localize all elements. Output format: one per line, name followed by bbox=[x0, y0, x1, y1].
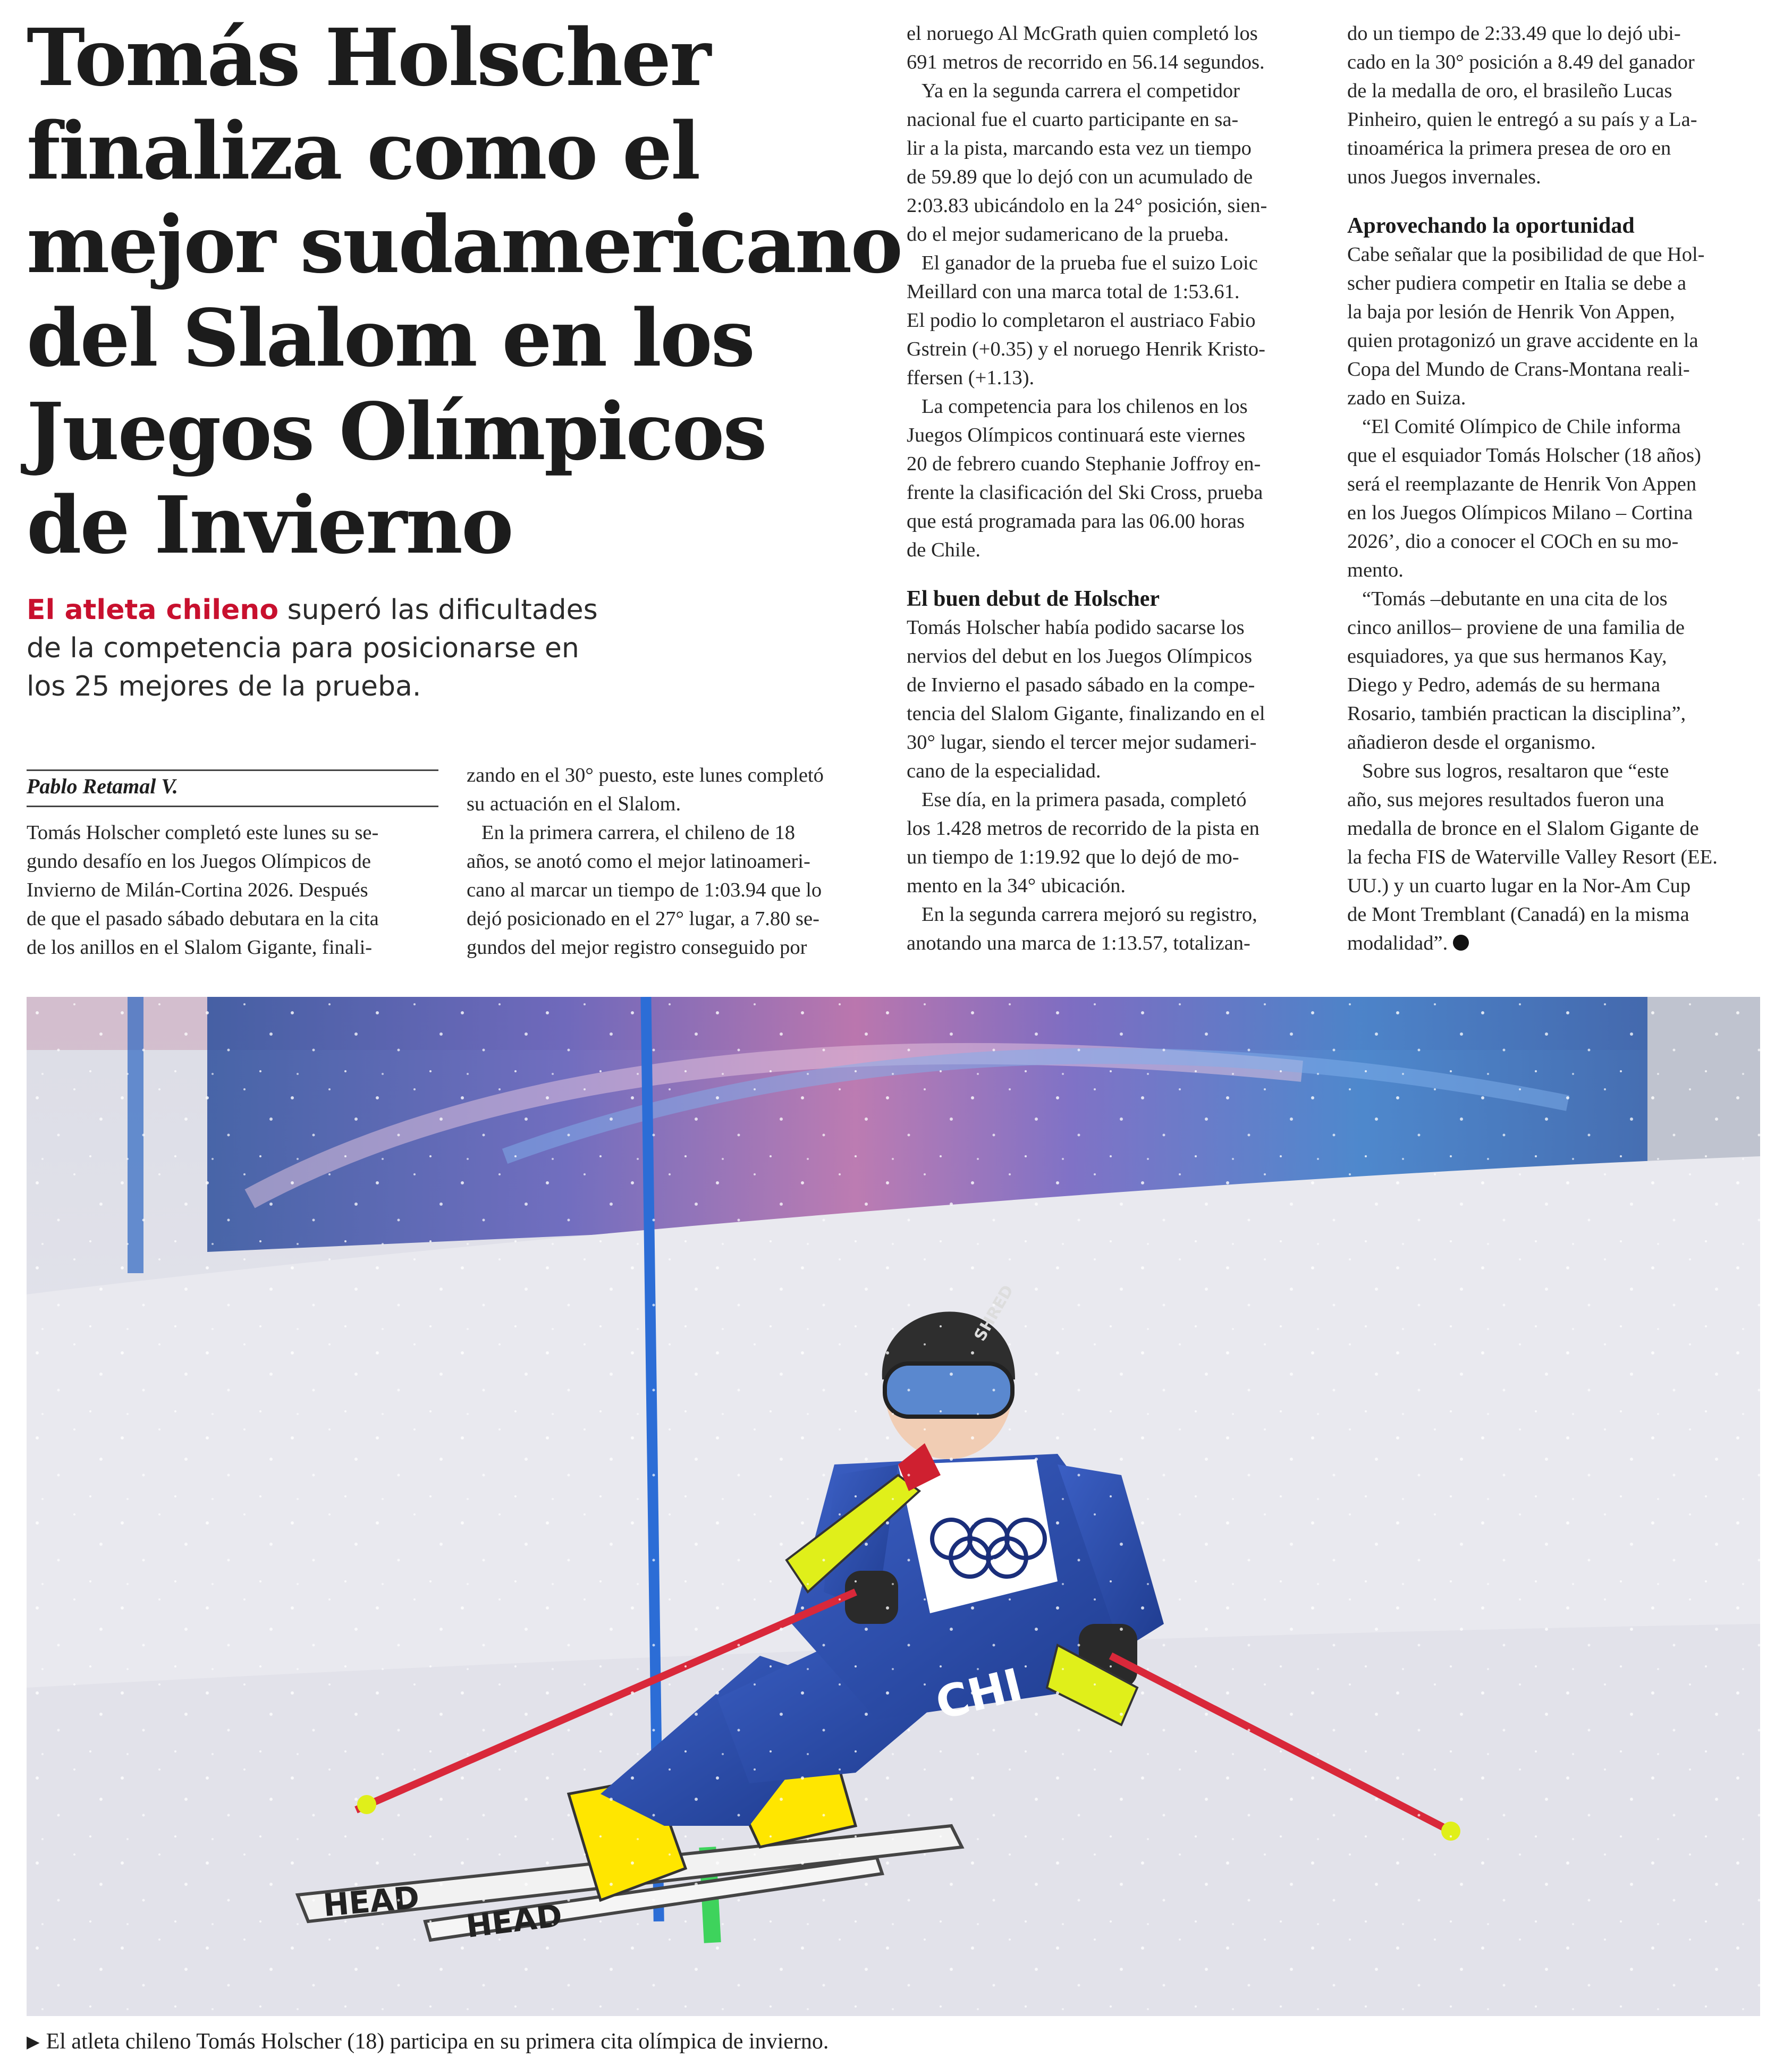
subhead-oportunidad: Aprovechando la oportunidad bbox=[1347, 214, 1635, 238]
body-line: cano al marcar un tiempo de 1:03.94 que lo bbox=[467, 879, 822, 901]
article-column-4 bbox=[1347, 19, 1759, 958]
body-line bbox=[1347, 929, 1759, 958]
body-line: en los Juegos Olímpicos Milano – Cortina bbox=[1347, 502, 1693, 524]
deck-line: los 25 mejores de la prueba. bbox=[27, 671, 421, 702]
body-line: En la segunda carrera mejoró su registro, bbox=[922, 903, 1257, 926]
byline-rule-bottom bbox=[27, 806, 438, 807]
body-line: 30° lugar, siendo el tercer mejor sudameri- bbox=[907, 731, 1257, 753]
body-line: 2:03.83 ubicándolo en la 24° posición, sien- bbox=[907, 194, 1267, 217]
body-line: zando en el 30° puesto, este lunes completó bbox=[467, 764, 824, 786]
body-line: El ganador de la prueba fue el suizo Loic bbox=[922, 252, 1258, 274]
body-line: la baja por lesión de Henrik Von Appen, bbox=[1347, 301, 1675, 323]
body-line: su actuación en el Slalom. bbox=[467, 793, 681, 815]
body-line: lir a la pista, marcando esta vez un tiempo bbox=[907, 137, 1252, 159]
body-line: gundos del mejor registro conseguido por bbox=[467, 936, 807, 959]
body-line: “Tomás –debutante en una cita de los bbox=[1362, 588, 1668, 610]
body-line: año, sus mejores resultados fueron una bbox=[1347, 789, 1664, 811]
body-line: esquiadores, ya que sus hermanos Kay, bbox=[1347, 645, 1667, 667]
headline-line: Juegos Olímpicos bbox=[27, 385, 766, 478]
body-line: tencia del Slalom Gigante, finalizando en el bbox=[907, 702, 1265, 725]
article-photo bbox=[27, 997, 1760, 2016]
body-line: ffersen (+1.13). bbox=[907, 367, 1035, 389]
byline-rule-top bbox=[27, 769, 438, 771]
body-line: nacional fue el cuarto participante en sa- bbox=[907, 108, 1239, 131]
article-column-2 bbox=[467, 761, 878, 962]
body-line: medalla de bronce en el Slalom Gigante de bbox=[1347, 817, 1699, 840]
body-line: nervios del debut en los Juegos Olímpicos bbox=[907, 645, 1253, 667]
body-line: mento en la 34° ubicación. bbox=[907, 875, 1126, 897]
body-line: dejó posicionado en el 27° lugar, a 7.80 se- bbox=[467, 908, 819, 930]
body-line: do un tiempo de 2:33.49 que lo dejó ubi- bbox=[1347, 22, 1681, 45]
body-line: de Mont Tremblant (Canadá) en la misma bbox=[1347, 903, 1689, 926]
headline bbox=[27, 11, 902, 572]
deck bbox=[27, 591, 611, 706]
body-line: En la primera carrera, el chileno de 18 bbox=[481, 822, 796, 844]
photo-caption bbox=[27, 2027, 1760, 2056]
body-line: años, se anotó como el mejor latinoameri- bbox=[467, 850, 810, 873]
body-line: quien protagonizó un grave accidente en la bbox=[1347, 329, 1698, 352]
caption-arrow-icon: ▶ bbox=[27, 2032, 40, 2051]
deck-highlight: El atleta chileno bbox=[27, 594, 279, 626]
body-line: la fecha FIS de Waterville Valley Resort (EE. bbox=[1347, 846, 1718, 868]
end-mark-icon bbox=[1453, 935, 1469, 951]
article-column-3 bbox=[907, 19, 1318, 958]
body-line: UU.) y un cuarto lugar en la Nor-Am Cup bbox=[1347, 875, 1691, 897]
body-line: do el mejor sudamericano de la prueba. bbox=[907, 223, 1229, 245]
body-line: 20 de febrero cuando Stephanie Joffroy en- bbox=[907, 453, 1261, 475]
body-line: de Invierno el pasado sábado en la compe- bbox=[907, 674, 1255, 696]
body-line: el noruego Al McGrath quien completó los bbox=[907, 22, 1258, 45]
body-line: Juegos Olímpicos continuará este viernes bbox=[907, 424, 1246, 446]
body-line: anotando una marca de 1:13.57, totalizan- bbox=[907, 932, 1250, 954]
body-line: Diego y Pedro, además de su hermana bbox=[1347, 674, 1661, 696]
caption-text: El atleta chileno Tomás Holscher (18) participa en su primera cita olímpica de invierno. bbox=[46, 2029, 829, 2054]
body-line: tinoamérica la primera presea de oro en bbox=[1347, 137, 1671, 159]
subhead-debut: El buen debut de Holscher bbox=[907, 587, 1160, 611]
body-line: scher pudiera competir en Italia se debe a bbox=[1347, 272, 1687, 294]
body-line: de los anillos en el Slalom Gigante, finali- bbox=[27, 936, 373, 959]
body-line: mento. bbox=[1347, 559, 1404, 581]
body-line: Meillard con una marca total de 1:53.61. bbox=[907, 281, 1240, 303]
headline-line: mejor sudamericano bbox=[27, 198, 902, 291]
body-line: El podio lo completaron el austriaco Fabio bbox=[907, 309, 1256, 332]
body-line: Copa del Mundo de Crans-Montana reali- bbox=[1347, 358, 1690, 380]
body-line: añadieron desde el organismo. bbox=[1347, 731, 1596, 753]
body-line: “El Comité Olímpico de Chile informa bbox=[1362, 416, 1681, 438]
body-line: cado en la 30° posición a 8.49 del ganador bbox=[1347, 51, 1695, 73]
body-line: que el esquiador Tomás Holscher (18 años) bbox=[1347, 444, 1701, 467]
body-line: zado en Suiza. bbox=[1347, 387, 1466, 409]
body-line: Invierno de Milán-Cortina 2026. Después bbox=[27, 879, 368, 901]
body-line: Tomás Holscher había podido sacarse los bbox=[907, 616, 1245, 639]
body-line: Pinheiro, quien le entregó a su país y a La- bbox=[1347, 108, 1697, 131]
deck-line: de la competencia para posicionarse en bbox=[27, 632, 579, 664]
body-line-end: modalidad”. bbox=[1347, 932, 1448, 954]
body-line: Sobre sus logros, resaltaron que “este bbox=[1362, 760, 1669, 782]
body-line: de que el pasado sábado debutara en la cita bbox=[27, 908, 379, 930]
body-line: Cabe señalar que la posibilidad de que Hol- bbox=[1347, 243, 1705, 266]
headline-line: Tomás Holscher bbox=[27, 11, 710, 104]
headline-line: finaliza como el bbox=[27, 105, 699, 197]
body-line: Rosario, también practican la disciplina”, bbox=[1347, 702, 1686, 725]
headline-line: del Slalom en los bbox=[27, 292, 754, 384]
body-line: un tiempo de 1:19.92 que lo dejó de mo- bbox=[907, 846, 1239, 868]
body-line: de la medalla de oro, el brasileño Lucas bbox=[1347, 80, 1672, 102]
body-line: los 1.428 metros de recorrido de la pista en bbox=[907, 817, 1260, 840]
body-line: de Chile. bbox=[907, 539, 980, 561]
body-line: La competencia para los chilenos en los bbox=[922, 395, 1248, 418]
body-line: Tomás Holscher completó este lunes su se- bbox=[27, 822, 379, 844]
body-line: frente la clasificación del Ski Cross, prueba bbox=[907, 481, 1263, 504]
article-column-1 bbox=[27, 818, 438, 962]
deck-text: superó las dificultades bbox=[278, 594, 598, 626]
body-line: gundo desafío en los Juegos Olímpicos de bbox=[27, 850, 371, 873]
byline: Pablo Retamal V. bbox=[27, 774, 178, 798]
body-line: cinco anillos– proviene de una familia de bbox=[1347, 616, 1685, 639]
body-line: Gstrein (+0.35) y el noruego Henrik Kristo- bbox=[907, 338, 1265, 360]
body-line: Ya en la segunda carrera el competidor bbox=[922, 80, 1240, 102]
body-line: que está programada para las 06.00 horas bbox=[907, 510, 1245, 532]
headline-line: de Invierno bbox=[27, 479, 512, 571]
body-line: de 59.89 que lo dejó con un acumulado de bbox=[907, 166, 1253, 188]
body-line: Ese día, en la primera pasada, completó bbox=[922, 789, 1247, 811]
body-line: 691 metros de recorrido en 56.14 segundos. bbox=[907, 51, 1265, 73]
deck-line bbox=[27, 591, 611, 629]
body-line: será el reemplazante de Henrik Von Appen bbox=[1347, 473, 1697, 495]
body-line: unos Juegos invernales. bbox=[1347, 166, 1541, 188]
body-line: cano de la especialidad. bbox=[907, 760, 1101, 782]
body-line: 2026’, dio a conocer el COCh en su mo- bbox=[1347, 530, 1679, 553]
